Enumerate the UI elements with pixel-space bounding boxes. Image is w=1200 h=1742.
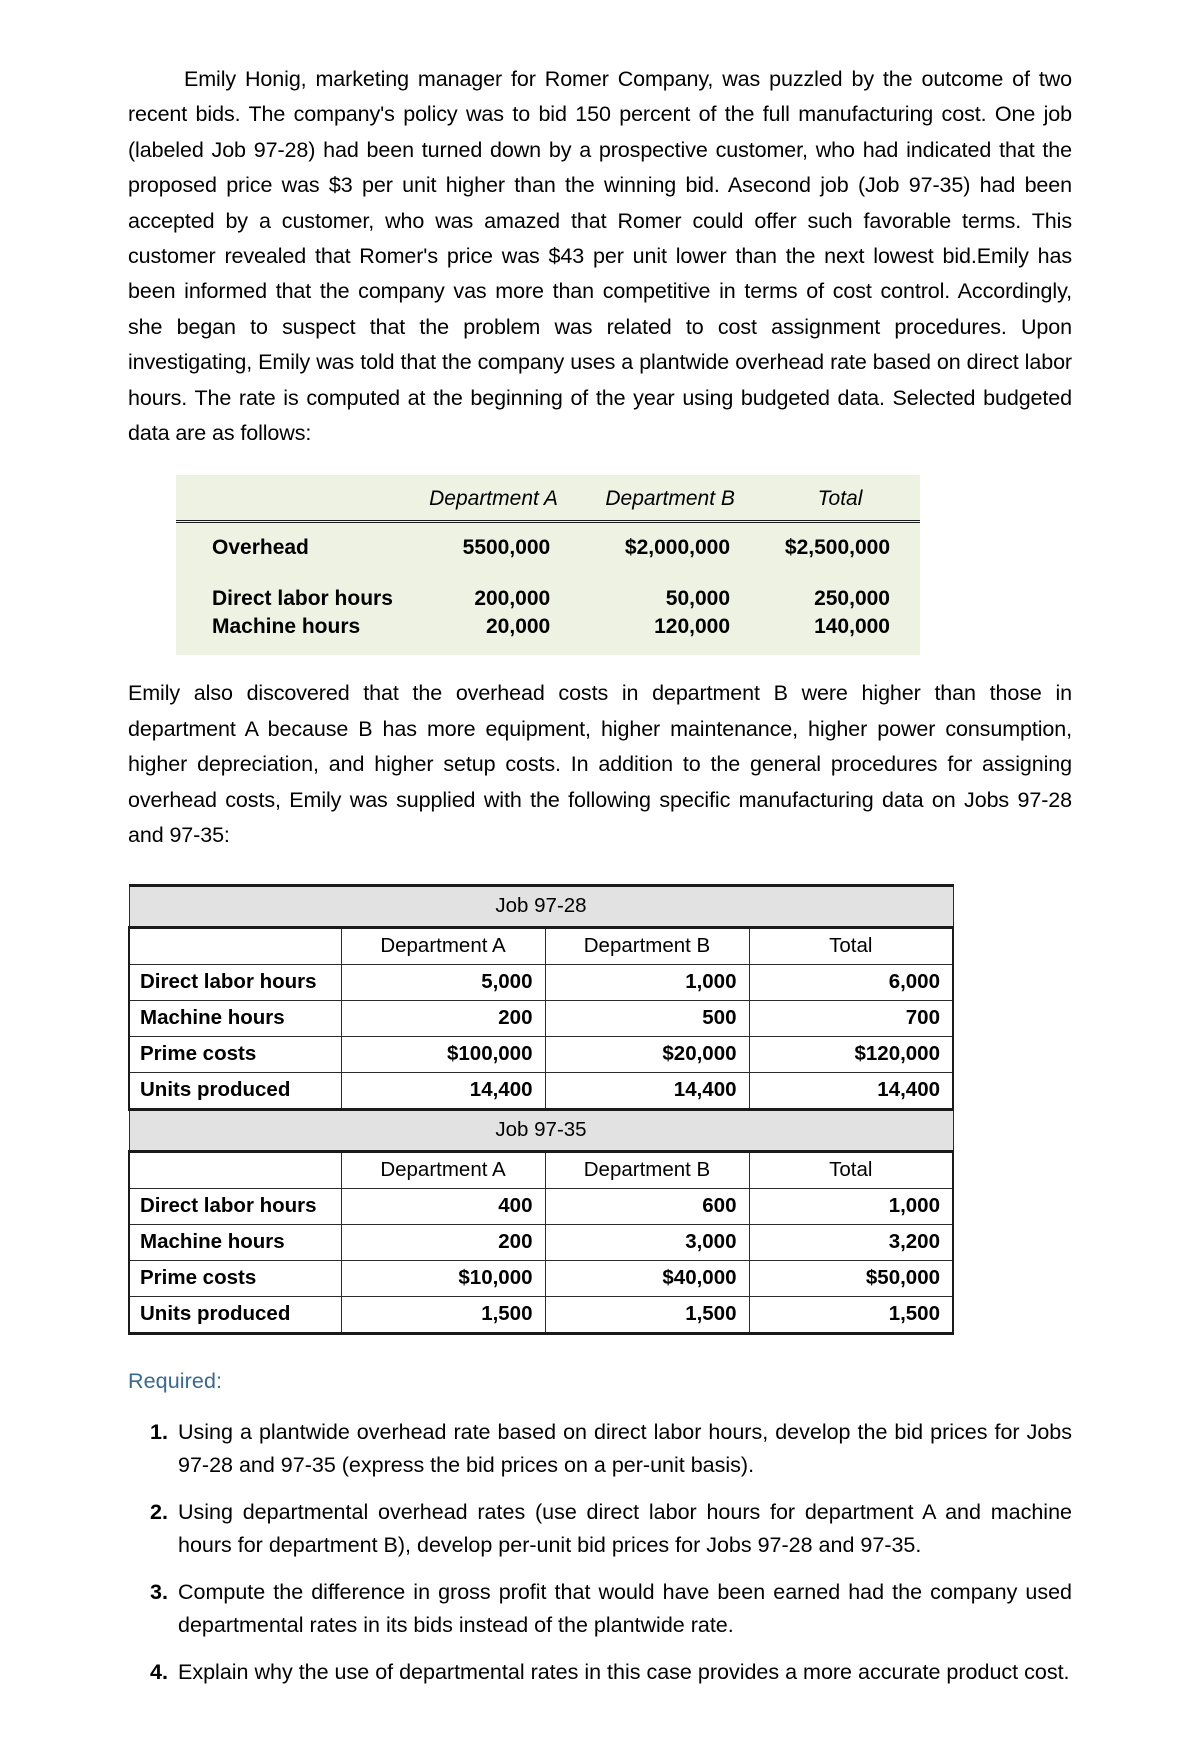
job-97-28-header-row — [129, 927, 953, 964]
job-97-35-mh-dept-a: 200 — [341, 1224, 545, 1260]
job-97-35-dlh-dept-a: 400 — [341, 1188, 545, 1224]
budget-overhead-dept-b: $2,000,000 — [580, 522, 760, 574]
job-97-28-dlh-dept-b: 1,000 — [545, 964, 749, 1000]
job-97-35-title-row — [129, 1109, 953, 1151]
job-97-35-mh-dept-b: 3,000 — [545, 1224, 749, 1260]
job-97-35-prime-dept-b: $40,000 — [545, 1260, 749, 1296]
budget-dlh-dept-b: 50,000 — [665, 587, 731, 611]
job-97-35-units-total: 1,500 — [749, 1296, 953, 1333]
budget-header-row — [176, 475, 920, 522]
list-item: Using departmental overhead rates (use direct labor hours for department A and machine hours for department B), develop per-unit bid prices for Jobs 97-28 and 97-35. — [178, 1499, 1072, 1557]
intro-paragraph: Emily Honig, marketing manager for Romer Company, was puzzled by the outcome of two recent bids. The company's policy was to bid 150 percent of the full manufacturing cost. One job (labeled Job 97-28) had been turned down by a prospective customer, who had indicated that the proposed price was $3 per unit higher than the winning bid. Asecond job (Job 97-35) had been accepted by a customer, who was amazed that Romer could offer such favorable terms. This customer revealed that Romer's price was $43 per unit lower than the next lowest bid.Emily has been informed that the company vas more than competitive in terms of cost control. Accordingly, she began to suspect that the problem was related to cost assignment procedures. Upon investigating, Emily was told that the company uses a plantwide overhead rate based on direct labor hours. The rate is computed at the beginning of the year using budgeted data. Selected budgeted data are as follows: — [128, 67, 1072, 446]
table-row — [129, 964, 953, 1000]
job-97-35-prime-dept-a: $10,000 — [341, 1260, 545, 1296]
job-97-35-dlh-dept-b: 600 — [545, 1188, 749, 1224]
jobs-manufacturing-data-table — [128, 884, 954, 1335]
job-97-35-label-machine-hours: Machine hours — [129, 1224, 341, 1260]
table-row — [129, 1224, 953, 1260]
second-paragraph: Emily also discovered that the overhead costs in department B were higher than those in department A because B has more equipment, higher maintenance, higher power consumption, higher depreciation, and higher setup costs. In addition to the general procedures for assigning overhead costs, Emily was supplied with the following specific manufacturing data on Jobs 97-28 and 97-35: — [128, 681, 1072, 848]
required-list — [128, 1416, 1072, 1690]
budget-label-overhead: Overhead — [176, 522, 407, 574]
table-row — [129, 1000, 953, 1036]
job-97-35-label-units-produced: Units produced — [129, 1296, 341, 1333]
budgeted-data-table — [176, 475, 920, 655]
budget-row-direct-labor-hours — [176, 573, 920, 613]
budget-row-overhead — [176, 522, 920, 574]
budget-header-total: Total — [817, 487, 863, 511]
budget-header-blank — [176, 475, 407, 522]
budget-label-direct-labor-hours: Direct labor hours — [212, 587, 393, 611]
table-row — [129, 1036, 953, 1072]
job-97-28-header-dept-a: Department A — [341, 927, 545, 964]
table-row — [129, 1260, 953, 1296]
job-97-28-title: Job 97-28 — [129, 885, 953, 927]
budget-overhead-total: $2,500,000 — [760, 522, 920, 574]
job-97-35-header-dept-b: Department B — [545, 1151, 749, 1188]
job-97-28-title-row — [129, 885, 953, 927]
job-97-28-header-total: Total — [749, 927, 953, 964]
job-97-35-title: Job 97-35 — [129, 1109, 953, 1151]
job-97-35-label-prime-costs: Prime costs — [129, 1260, 341, 1296]
budget-mh-dept-a: 20,000 — [486, 615, 551, 639]
job-97-28-label-prime-costs: Prime costs — [129, 1036, 341, 1072]
job-97-35-header-blank — [129, 1151, 341, 1188]
list-item: Explain why the use of departmental rates in this case provides a more accurate product cost. — [178, 1659, 1070, 1684]
job-97-35-header-dept-a: Department A — [341, 1151, 545, 1188]
budget-mh-dept-b: 120,000 — [654, 615, 731, 639]
budget-overhead-dept-a: 5500,000 — [407, 522, 580, 574]
job-97-28-mh-dept-b: 500 — [545, 1000, 749, 1036]
job-97-28-dlh-total: 6,000 — [749, 964, 953, 1000]
budget-mh-total: 140,000 — [814, 615, 890, 639]
list-item: Using a plantwide overhead rate based on direct labor hours, develop the bid prices for Jobs 97-28 and 97-35 (express the bid prices on a per-unit basis). — [178, 1419, 1072, 1477]
budgeted-data-table-container — [176, 475, 920, 655]
budget-dlh-total: 250,000 — [814, 587, 890, 611]
table-row — [129, 1188, 953, 1224]
job-97-35-prime-total: $50,000 — [749, 1260, 953, 1296]
job-97-28-units-total: 14,400 — [749, 1072, 953, 1109]
job-97-35-units-dept-a: 1,500 — [341, 1296, 545, 1333]
job-97-28-label-units-produced: Units produced — [129, 1072, 341, 1109]
budget-header-dept-a: Department A — [429, 487, 558, 511]
list-item: Compute the difference in gross profit that would have been earned had the company used departmental rates in its bids instead of the plantwide rate. — [178, 1579, 1072, 1637]
job-97-28-units-dept-b: 14,400 — [545, 1072, 749, 1109]
job-97-35-units-dept-b: 1,500 — [545, 1296, 749, 1333]
table-row — [129, 1296, 953, 1333]
job-97-28-mh-total: 700 — [749, 1000, 953, 1036]
table-row — [129, 1072, 953, 1109]
job-97-28-prime-dept-b: $20,000 — [545, 1036, 749, 1072]
job-97-28-label-machine-hours: Machine hours — [129, 1000, 341, 1036]
job-97-35-dlh-total: 1,000 — [749, 1188, 953, 1224]
job-97-28-prime-dept-a: $100,000 — [341, 1036, 545, 1072]
job-97-28-prime-total: $120,000 — [749, 1036, 953, 1072]
job-97-28-units-dept-a: 14,400 — [341, 1072, 545, 1109]
job-97-35-mh-total: 3,200 — [749, 1224, 953, 1260]
job-97-28-dlh-dept-a: 5,000 — [341, 964, 545, 1000]
job-97-28-mh-dept-a: 200 — [341, 1000, 545, 1036]
budget-row-machine-hours — [176, 613, 920, 655]
job-97-35-header-total: Total — [749, 1151, 953, 1188]
job-97-35-label-direct-labor-hours: Direct labor hours — [129, 1188, 341, 1224]
jobs-table-container — [128, 884, 952, 1335]
job-97-28-header-blank — [129, 927, 341, 964]
job-97-28-label-direct-labor-hours: Direct labor hours — [129, 964, 341, 1000]
budget-dlh-dept-a: 200,000 — [474, 587, 551, 611]
job-97-35-header-row — [129, 1151, 953, 1188]
budget-header-dept-b: Department B — [605, 487, 735, 511]
required-heading: Required: — [128, 1368, 223, 1393]
job-97-28-header-dept-b: Department B — [545, 927, 749, 964]
budget-label-machine-hours: Machine hours — [212, 615, 361, 639]
